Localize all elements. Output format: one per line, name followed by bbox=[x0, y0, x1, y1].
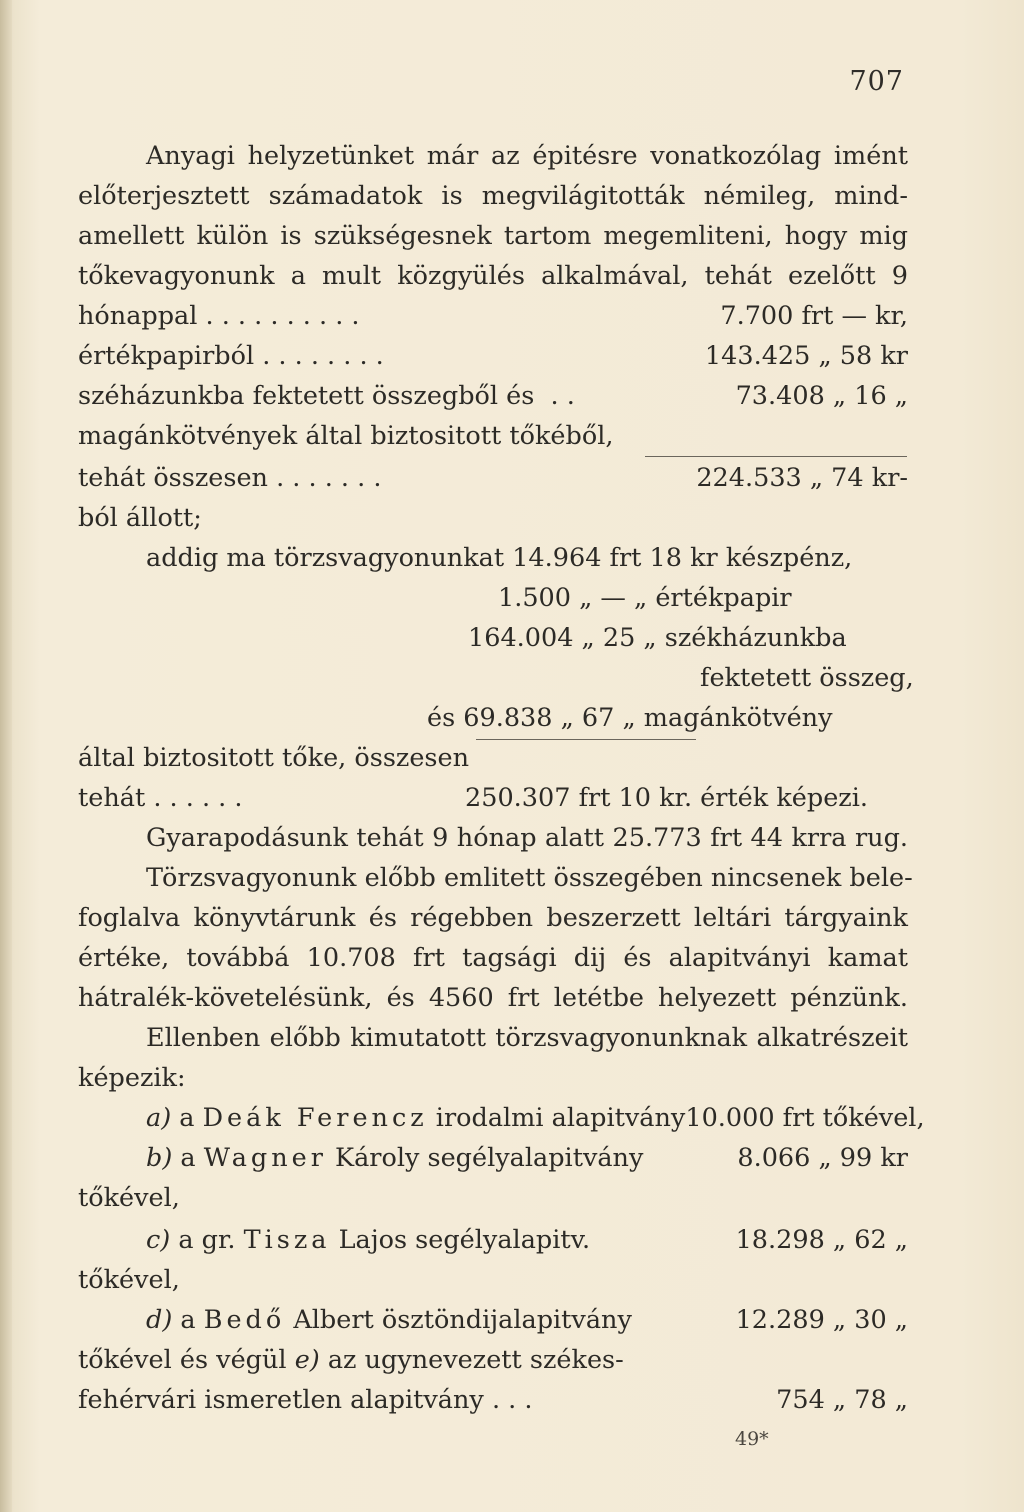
item-d-amount: 12.289 „ 30 „ bbox=[735, 1305, 908, 1335]
item-c-label: c) a gr. Tisza Lajos segélyalapitv. bbox=[146, 1225, 591, 1255]
assets-total-label: tehát . . . . . . bbox=[78, 783, 243, 813]
text-line-3: amellett külön is szükségesnek tartom megemliteni, hogy mig bbox=[78, 221, 908, 251]
ledger-amount: 143.425 „ 58 kr bbox=[704, 341, 908, 371]
para2-line-4: értéke, továbbá 10.708 frt tagsági dij és alapitványi kamat bbox=[78, 943, 908, 973]
ledger-label: tehát összesen . . . . . . . bbox=[78, 463, 382, 493]
ledger-row-ertekpapir bbox=[78, 336, 908, 376]
assets-total-value: 250.307 frt 10 kr. érték képezi. bbox=[465, 783, 868, 813]
ledger-label: magánkötvények által biztositott tőkéből, bbox=[78, 421, 614, 451]
signature-mark: 49* bbox=[735, 1428, 769, 1450]
ledger-label: széházunkba fektetett összegből és . . bbox=[78, 381, 575, 411]
ledger-label: hónappal . . . . . . . . . . bbox=[78, 301, 360, 331]
para2-line-3: foglalva könyvtárunk és régebben beszerzett leltári tárgyaink bbox=[78, 903, 908, 933]
text-line-1: Anyagi helyzetünket már az épitésre vonatkozólag imént bbox=[146, 141, 908, 171]
assets-line-6: által biztositott tőke, összesen bbox=[78, 743, 470, 773]
para3-line-1: Ellenben előbb kimutatott törzsvagyonunknak alkatrészeit bbox=[146, 1023, 908, 1053]
item-d-label: d) a Bedő Albert ösztöndijalapitvány bbox=[146, 1305, 632, 1335]
assets-line-1: addig ma törzsvagyonunkat 14.964 frt 18 kr készpénz, bbox=[146, 543, 853, 573]
text-line-allott: ból állott; bbox=[78, 503, 202, 533]
assets-line-4: fektetett összeg, bbox=[700, 663, 914, 693]
item-d bbox=[78, 1300, 908, 1340]
page-number: 707 bbox=[849, 66, 904, 97]
item-a-amount: 10.000 frt tőkével, bbox=[685, 1103, 925, 1133]
item-d-continuation: tőkével és végül e) az ugynevezett székes- bbox=[78, 1345, 624, 1375]
item-b-label: b) a Wagner Károly segélyalapitvány bbox=[146, 1143, 644, 1173]
item-c-continuation: tőkével, bbox=[78, 1265, 180, 1295]
item-a-label: a) a Deák Ferencz irodalmi alapitvány bbox=[146, 1103, 686, 1133]
assets-line-5: és 69.838 „ 67 „ magánkötvény bbox=[427, 703, 833, 733]
item-e-label: fehérvári ismeretlen alapitvány . . . bbox=[78, 1385, 533, 1415]
ledger-row-osszesen bbox=[78, 458, 908, 498]
para2-line-5: hátralék-követelésünk, és 4560 frt letétbe helyezett pénzünk. bbox=[78, 983, 908, 1013]
text-line-2: előterjesztett számadatok is megvilágitották némileg, mind- bbox=[78, 181, 908, 211]
ledger-amount: 7.700 frt — kr, bbox=[720, 301, 908, 331]
ledger-row-honappal bbox=[78, 296, 908, 336]
assets-line-7 bbox=[78, 778, 868, 818]
item-a bbox=[78, 1098, 925, 1138]
item-e bbox=[78, 1380, 908, 1420]
text-line-4: tőkevagyonunk a mult közgyülés alkalmával, tehát ezelőtt 9 bbox=[78, 261, 908, 291]
ledger-amount: 224.533 „ 74 kr- bbox=[696, 463, 908, 493]
assets-line-3: 164.004 „ 25 „ székházunkba bbox=[468, 623, 847, 653]
para3-line-2: képezik: bbox=[78, 1063, 186, 1093]
item-b-continuation: tőkével, bbox=[78, 1183, 180, 1213]
ledger-row-szekhaz bbox=[78, 376, 908, 416]
para2-line-2: Törzsvagyonunk előbb emlitett összegében nincsenek bele- bbox=[146, 863, 913, 893]
item-b bbox=[78, 1138, 908, 1178]
assets-line-2: 1.500 „ — „ értékpapir bbox=[498, 583, 792, 613]
item-b-amount: 8.066 „ 99 kr bbox=[737, 1143, 908, 1173]
ledger-row-magankotveny bbox=[78, 416, 908, 456]
sum-rule-1 bbox=[645, 456, 907, 457]
item-c bbox=[78, 1220, 908, 1260]
ledger-label: értékpapirból . . . . . . . . bbox=[78, 341, 384, 371]
para2-line-1: Gyarapodásunk tehát 9 hónap alatt 25.773 frt 44 krra rug. bbox=[146, 823, 908, 853]
page-spine-shadow bbox=[0, 0, 12, 1512]
item-e-amount: 754 „ 78 „ bbox=[776, 1385, 908, 1415]
item-c-amount: 18.298 „ 62 „ bbox=[735, 1225, 908, 1255]
ledger-amount: 73.408 „ 16 „ bbox=[735, 381, 908, 411]
